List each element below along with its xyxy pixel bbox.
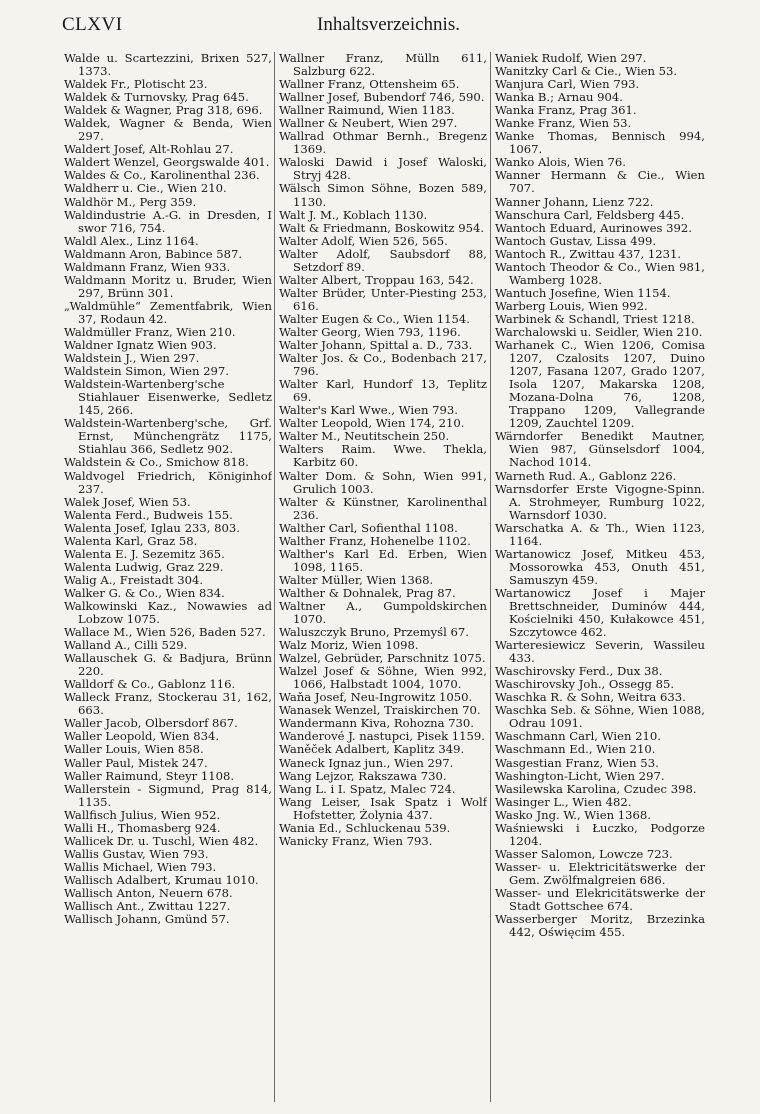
index-entry: Waldmüller Franz, Wien 210. [64,324,236,339]
index-entry: Wallner Raimund, Wien 1183. [279,103,455,118]
index-entry: Walkowinski Kaz., Nowawies ad Lobzow 1075. [64,598,272,627]
index-column-1 [64,52,272,1102]
index-entry: Wasgestian Franz, Wien 53. [495,755,659,770]
index-entry: Waschka Seb. & Söhne, Wien 1088, Odrau 1091. [495,703,705,731]
index-entry: Walther & Dohnalek, Prag 87. [279,585,456,600]
index-entry: Wasserberger Moritz, Brzezinka 442, Oświęcim 455. [495,912,705,940]
index-entry: Wasser Salomon, Lowcze 723. [495,846,673,861]
index-entry: Walter's Karl Wwe., Wien 793. [279,403,458,418]
index-entry: Warneth Rud. A., Gablonz 226. [495,468,677,483]
index-entry: Waller Jacob, Olbersdorf 867. [64,716,238,731]
index-entry: Walter Leopold, Wien 174, 210. [279,416,465,431]
index-entry: Waller Louis, Wien 858. [64,742,204,757]
index-entry: Wälsch Simon Söhne, Bozen 589, 1130. [279,181,487,209]
index-entry: Waldmann Aron, Babince 587. [64,246,243,261]
index-column-3 [495,52,705,1102]
index-entry: Walland A., Cilli 529. [64,638,188,653]
index-entry: Walter Adolf, Wien 526, 565. [279,233,448,248]
index-entry: Waněček Adalbert, Kaplitz 349. [279,742,465,757]
index-entry: Waldek & Turnovsky, Prag 645. [64,90,249,105]
index-entry: Warchalowski u. Seidler, Wien 210. [495,324,703,339]
index-entry: Walter Adolf, Saubsdorf 88, Setzdorf 89. [279,246,487,274]
index-entry: Waller Leopold, Wien 834. [64,729,220,744]
index-entry: Waldstein Simon, Wien 297. [64,364,229,379]
index-entry: Wang Leiser, Isak Spatz i Wolf Hofstetter, Żolynia 437. [279,794,487,822]
index-entry: Wallisch Ant., Zwittau 1227. [64,899,231,914]
index-entry: Wasinger L., Wien 482. [495,794,632,809]
index-entry: Wanner Johann, Lienz 722. [495,194,654,209]
index-entry: Wantoch Eduard, Aurinowes 392. [495,220,692,235]
index-entry: Wallner Franz, Ottensheim 65. [279,77,460,92]
page-title: Inhaltsverzeichnis. [317,14,460,35]
index-entry: Walig A., Freistadt 304. [64,572,204,587]
index-entry: Walter Georg, Wien 793, 1196. [279,324,461,339]
index-entry: Walter & Künstner, Karolinenthal 236. [279,494,487,522]
index-entry: Wantoch Gustav, Lissa 499. [495,233,657,248]
index-entry: Walter Eugen & Co., Wien 1154. [279,311,470,326]
index-entry: Wania Ed., Schluckenau 539. [279,820,451,835]
index-entry: Waschirovsky Joh., Ossegg 85. [495,677,675,692]
index-entry: Wanko Alois, Wien 76. [495,155,626,170]
index-entry: Walther Franz, Hohenelbe 1102. [279,533,471,548]
index-entry: Waller Paul, Mistek 247. [64,755,208,770]
index-entry: Waluszczyk Bruno, Przemyśl 67. [279,625,469,640]
index-entry: Wärndorfer Benedikt Mautner, Wien 987, Günselsdorf 1004, Nachod 1014. [495,429,705,470]
index-entry: Waldstein & Co., Smichow 818. [64,455,249,470]
index-entry: Waldstein J., Wien 297. [64,351,200,366]
index-entry: Walter Jos. & Co., Bodenbach 217, 796. [279,351,487,379]
index-entry: Walter Müller, Wien 1368. [279,572,434,587]
index-entry: Waschka R. & Sohn, Weitra 633. [495,690,686,705]
index-entry: Walker G. & Co., Wien 834. [64,585,225,600]
index-entry: Wanitzky Carl & Cie., Wien 53. [495,64,678,79]
index-entry: Wantoch Theodor & Co., Wien 981, Wamberg 1028. [495,259,705,287]
index-entry: Walter Johann, Spittal a. D., 733. [279,338,473,353]
index-entry: Walzel, Gebrüder, Parschnitz 1075. [279,651,486,666]
index-entry: Wallauschek G. & Badjura, Brünn 220. [64,651,272,679]
index-entry: Waldner Ignatz Wien 903. [64,338,217,353]
index-entry: Walek Josef, Wien 53. [64,494,191,509]
index-entry: Waltner A., Gumpoldskirchen 1070. [279,598,487,627]
index-entry: Walleck Franz, Stockerau 31, 162, 663. [64,690,272,718]
index-entry: Walde u. Scartezzini, Brixen 527, 1373. [64,52,272,79]
index-entry: Warberg Louis, Wien 992. [495,298,648,313]
index-entry: Wallisch Johann, Gmünd 57. [64,912,230,927]
index-entry: Walenta Karl, Graz 58. [64,533,198,548]
index-entry: Walther's Karl Ed. Erben, Wien 1098, 1165. [279,546,487,574]
index-entry: Walenta Ferd., Budweis 155. [64,507,233,522]
index-entry: Warschatka A. & Th., Wien 1123, 1164. [495,520,705,548]
column-divider [274,52,275,1102]
index-entry: Waneck Ignaz jun., Wien 297. [279,755,454,770]
index-entry: Waldstein-Wartenberg'sche Stiahlauer Eisenwerke, Sedletz 145, 266. [64,377,272,418]
index-entry: Waldek, Wagner & Benda, Wien 297. [64,116,272,144]
index-entry: Wanke Thomas, Bennisch 994, 1067. [495,129,705,157]
index-entry: Wandermann Kiva, Rohozna 730. [279,716,474,731]
index-entry: Walli H., Thomasberg 924. [64,820,221,835]
page-header [62,10,702,40]
index-entry: Walters Raim. Wwe. Thekla, Karbitz 60. [279,442,487,470]
index-entry: Waloski Dawid i Josef Waloski, Stryj 428. [279,155,487,183]
index-entry: Wanicky Franz, Wien 793. [279,833,433,848]
index-entry: Walter M., Neutitschein 250. [279,429,450,444]
index-entry: Warteresiewicz Severin, Wassileu 433. [495,638,705,666]
index-entry: Walter Brüder, Unter-Piesting 253, 616. [279,285,487,313]
index-entry: Wallace M., Wien 526, Baden 527. [64,625,266,640]
index-entry: Waldstein-Wartenberg'sche, Grf. Ernst, Münchengrätz 1175, Stiahlau 366, Sedletz 902. [64,416,272,457]
index-entry: Wanner Hermann & Cie., Wien 707. [495,168,705,196]
index-entry: Wallis Michael, Wien 793. [64,859,217,874]
index-entry: Waller Raimund, Steyr 1108. [64,768,235,783]
index-entry: Wartanowicz Josef, Mitkeu 453, Mossorowka 453, Onuth 451, Samuszyn 459. [495,546,705,587]
index-entry: Wang Lejzor, Rakszawa 730. [279,768,447,783]
index-entry: Wallrad Othmar Bernh., Bregenz 1369. [279,129,487,157]
index-entry: Waśniewski i Łuczko, Podgorze 1204. [495,820,705,848]
index-entry: Walter Dom. & Sohn, Wien 991, Grulich 1003. [279,468,487,496]
index-entry: Waldek & Wagner, Prag 318, 696. [64,103,263,118]
index-entry: Wantoch R., Zwittau 437, 1231. [495,246,682,261]
index-entry: Waldert Wenzel, Georgswalde 401. [64,155,270,170]
index-entry: Wanschura Carl, Feldsberg 445. [495,207,685,222]
index-column-2 [279,52,487,1102]
index-entry: Warbinek & Schandl, Triest 1218. [495,311,695,326]
index-entry: Waldert Josef, Alt-Rohlau 27. [64,142,234,157]
index-entry: Wasko Jng. W., Wien 1368. [495,807,651,822]
index-entry: Wasser- u. Elektricitätswerke der Gem. Zwölfmalgreien 686. [495,859,705,887]
index-entry: Wartanowicz Josef i Majer Brettschneider, Duminów 444, Kościelniki 450, Kułakowce 451, Szczytowce 462. [495,585,705,640]
index-entry: Waldvogel Friedrich, Königinhof 237. [64,468,272,496]
index-entry: Waňa Josef, Neu-Ingrowitz 1050. [279,690,473,705]
index-entry: Walz Moriz, Wien 1098. [279,638,419,653]
index-entry: Wallicek Dr. u. Tuschl, Wien 482. [64,833,259,848]
index-entry: Waldes & Co., Karolinenthal 236. [64,168,260,183]
index-entry: Walt J. M., Koblach 1130. [279,207,428,222]
index-entry: Waldherr u. Cie., Wien 210. [64,181,227,196]
index-entry: Wanasek Wenzel, Traiskirchen 70. [279,703,481,718]
index-entry: Wallisch Adalbert, Krumau 1010. [64,872,259,887]
index-entry: Waldindustrie A.-G. in Dresden, I swor 716, 754. [64,207,272,235]
index-entry: Waldmann Franz, Wien 933. [64,259,231,274]
index-entry: Wasser- und Elekricitätswerke der Stadt Gottschee 674. [495,886,705,914]
index-entry: Wallfisch Julius, Wien 952. [64,807,221,822]
index-entry: Washington-Licht, Wien 297. [495,768,665,783]
index-entry: Wallner & Neubert, Wien 297. [279,116,458,131]
index-entry: Walter Albert, Troppau 163, 542. [279,272,474,287]
index-entry: Waldl Alex., Linz 1164. [64,233,199,248]
index-entry: Warnsdorfer Erste Vigogne-Spinn. A. Strohmeyer, Rumburg 1022, Warnsdorf 1030. [495,481,705,522]
index-entry: Walzel Josef & Söhne, Wien 992, 1066, Halbstadt 1004, 1070. [279,664,487,692]
index-entry: Walenta E. J. Sezemitz 365. [64,546,225,561]
index-entry: Wanderové J. nastupci, Pisek 1159. [279,729,485,744]
index-entry: Wanke Franz, Wien 53. [495,116,632,131]
index-entry: „Waldmühle“ Zementfabrik, Wien 37, Rodaun 42. [64,298,272,326]
index-entry: Waldmann Moritz u. Bruder, Wien 297, Brünn 301. [64,272,272,300]
index-entry: Waschirovsky Ferd., Dux 38. [495,664,663,679]
index-entry: Walter Karl, Hundorf 13, Teplitz 69. [279,377,487,405]
index-entry: Waschmann Ed., Wien 210. [495,742,656,757]
index-entry: Wallerstein - Sigmund, Prag 814, 1135. [64,781,272,809]
index-entry: Walenta Josef, Iglau 233, 803. [64,520,240,535]
index-entry: Wanka B.; Arnau 904. [495,90,623,105]
index-entry: Wanka Franz, Prag 361. [495,103,637,118]
column-divider [490,52,491,1102]
index-entry: Waschmann Carl, Wien 210. [495,729,661,744]
index-entry: Waniek Rudolf, Wien 297. [495,52,647,65]
index-entry: Walldorf & Co., Gablonz 116. [64,677,236,692]
index-entry: Wanjura Carl, Wien 793. [495,77,640,92]
index-entry: Wantuch Josefine, Wien 1154. [495,285,671,300]
index-entry: Wasilewska Karolina, Czudec 398. [495,781,697,796]
index-entry: Wang L. i I. Spatz, Malec 724. [279,781,456,796]
index-entry: Wallner Josef, Bubendorf 746, 590. [279,90,485,105]
index-entry: Wallner Franz, Mülln 611, Salzburg 622. [279,52,487,79]
index-entry: Waldhör M., Perg 359. [64,194,197,209]
index-entry: Walther Carl, Sofienthal 1108. [279,520,458,535]
index-entry: Waldek Fr., Plotischt 23. [64,77,208,92]
page-number: CLXVI [62,14,123,35]
index-entry: Walenta Ludwig, Graz 229. [64,559,224,574]
index-entry: Walt & Friedmann, Boskowitz 954. [279,220,485,235]
index-entry: Wallisch Anton, Neuern 678. [64,886,233,900]
index-entry: Warhanek C., Wien 1206, Comisa 1207, Czalosits 1207, Duino 1207, Fasana 1207, Grado 1207, Isola 1207, Makarska 1208, Mozana-Dolna 76, 1208, Trappano 1209, Vallegrande 1209, Zauchtel 1209. [495,338,705,431]
index-entry: Wallis Gustav, Wien 793. [64,846,209,861]
